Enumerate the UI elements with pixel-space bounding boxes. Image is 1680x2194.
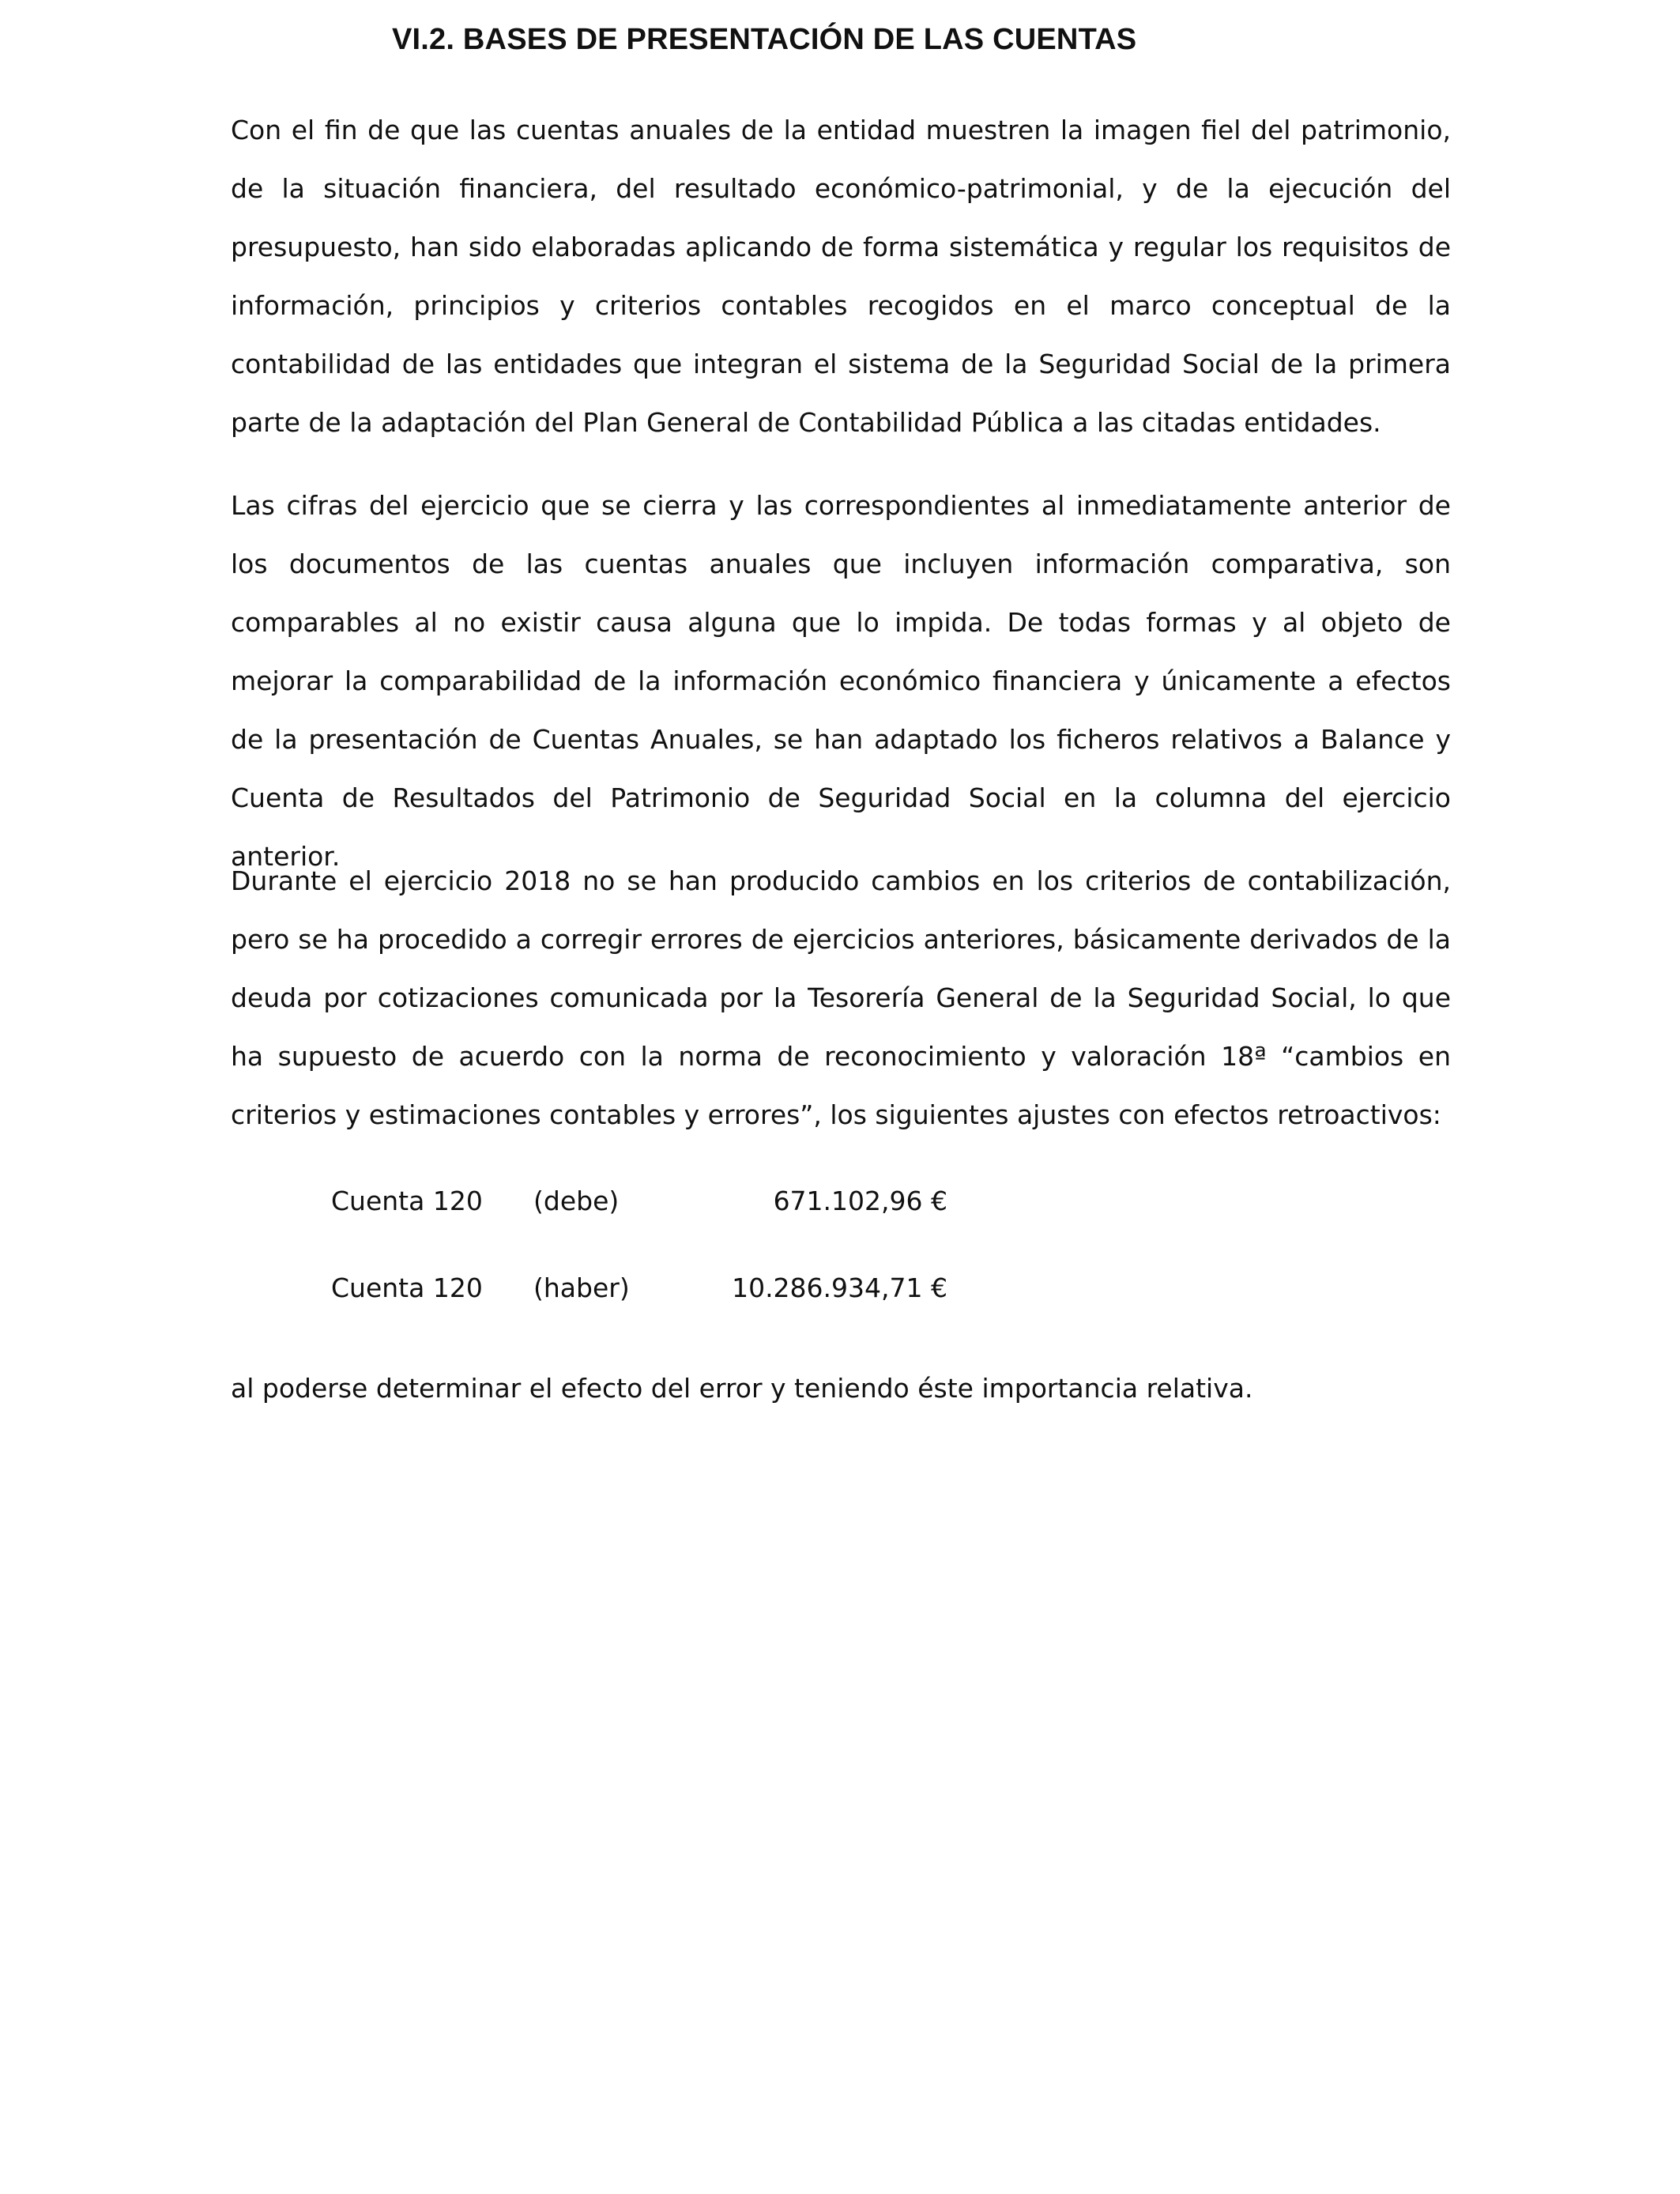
paragraph-error-corrections: [231, 852, 1451, 1144]
section-title: VI.2. BASES DE PRESENTACIÓN DE LAS CUENTAS: [392, 23, 1137, 56]
paragraph-text: Durante el ejercicio 2018 no se han producido cambios en los criterios de contabilización, pero se ha procedido a corregir errores de ejercicios anteriores, básicamente derivados de la deuda por cotizaciones comunicada por la Tesorería General de la Seguridad Social, lo que ha supuesto de acuerdo con la norma de reconocimiento y valoración 18ª “cambios en criterios y estimaciones contables y errores”, los siguientes ajustes con efectos retroactivos:: [231, 865, 1451, 1130]
paragraph-text: Las cifras del ejercicio que se cierra y las correspondientes al inmediatamente anterior de los documentos de las cuentas anuales que incluyen información comparativa, son comparables al no existir causa alguna que lo impida. De todas formas y al objeto de mejorar la comparabilidad de la información económico financiera y únicamente a efectos de la presentación de Cuentas Anuales, se han adaptado los ficheros relativos a Balance y Cuenta de Resultados del Patrimonio de Seguridad Social en la columna del ejercicio anterior.: [231, 490, 1451, 872]
adjustment-side: (haber): [533, 1272, 630, 1303]
paragraph-accounting-framework: [231, 101, 1451, 452]
adjustment-amount: 10.286.934,71 €: [732, 1272, 947, 1303]
paragraph-text: Con el fin de que las cuentas anuales de la entidad muestren la imagen fiel del patrimonio, de la situación financiera, del resultado económico-patrimonial, y de la ejecución del presupuesto, han sido elaboradas aplicando de forma sistemática y regular los requisitos de información, principios y criterios contables recogidos en el marco conceptual de la contabilidad de las entidades que integran el sistema de la Seguridad Social de la primera parte de la adaptación del Plan General de Contabilidad Pública a las citadas entidades.: [231, 115, 1451, 438]
adjustment-amount: 671.102,96 €: [773, 1186, 947, 1216]
adjustment-row-credit: [331, 1265, 947, 1312]
adjustment-account: Cuenta 120: [331, 1186, 483, 1216]
paragraph-comparability: [231, 477, 1451, 886]
paragraph-text: al poderse determinar el efecto del error y teniendo éste importancia relativa.: [231, 1373, 1253, 1404]
adjustment-account: Cuenta 120: [331, 1272, 483, 1303]
adjustment-row-debit: [331, 1178, 947, 1225]
paragraph-conclusion: [231, 1359, 1451, 1418]
adjustment-side: (debe): [533, 1186, 620, 1216]
